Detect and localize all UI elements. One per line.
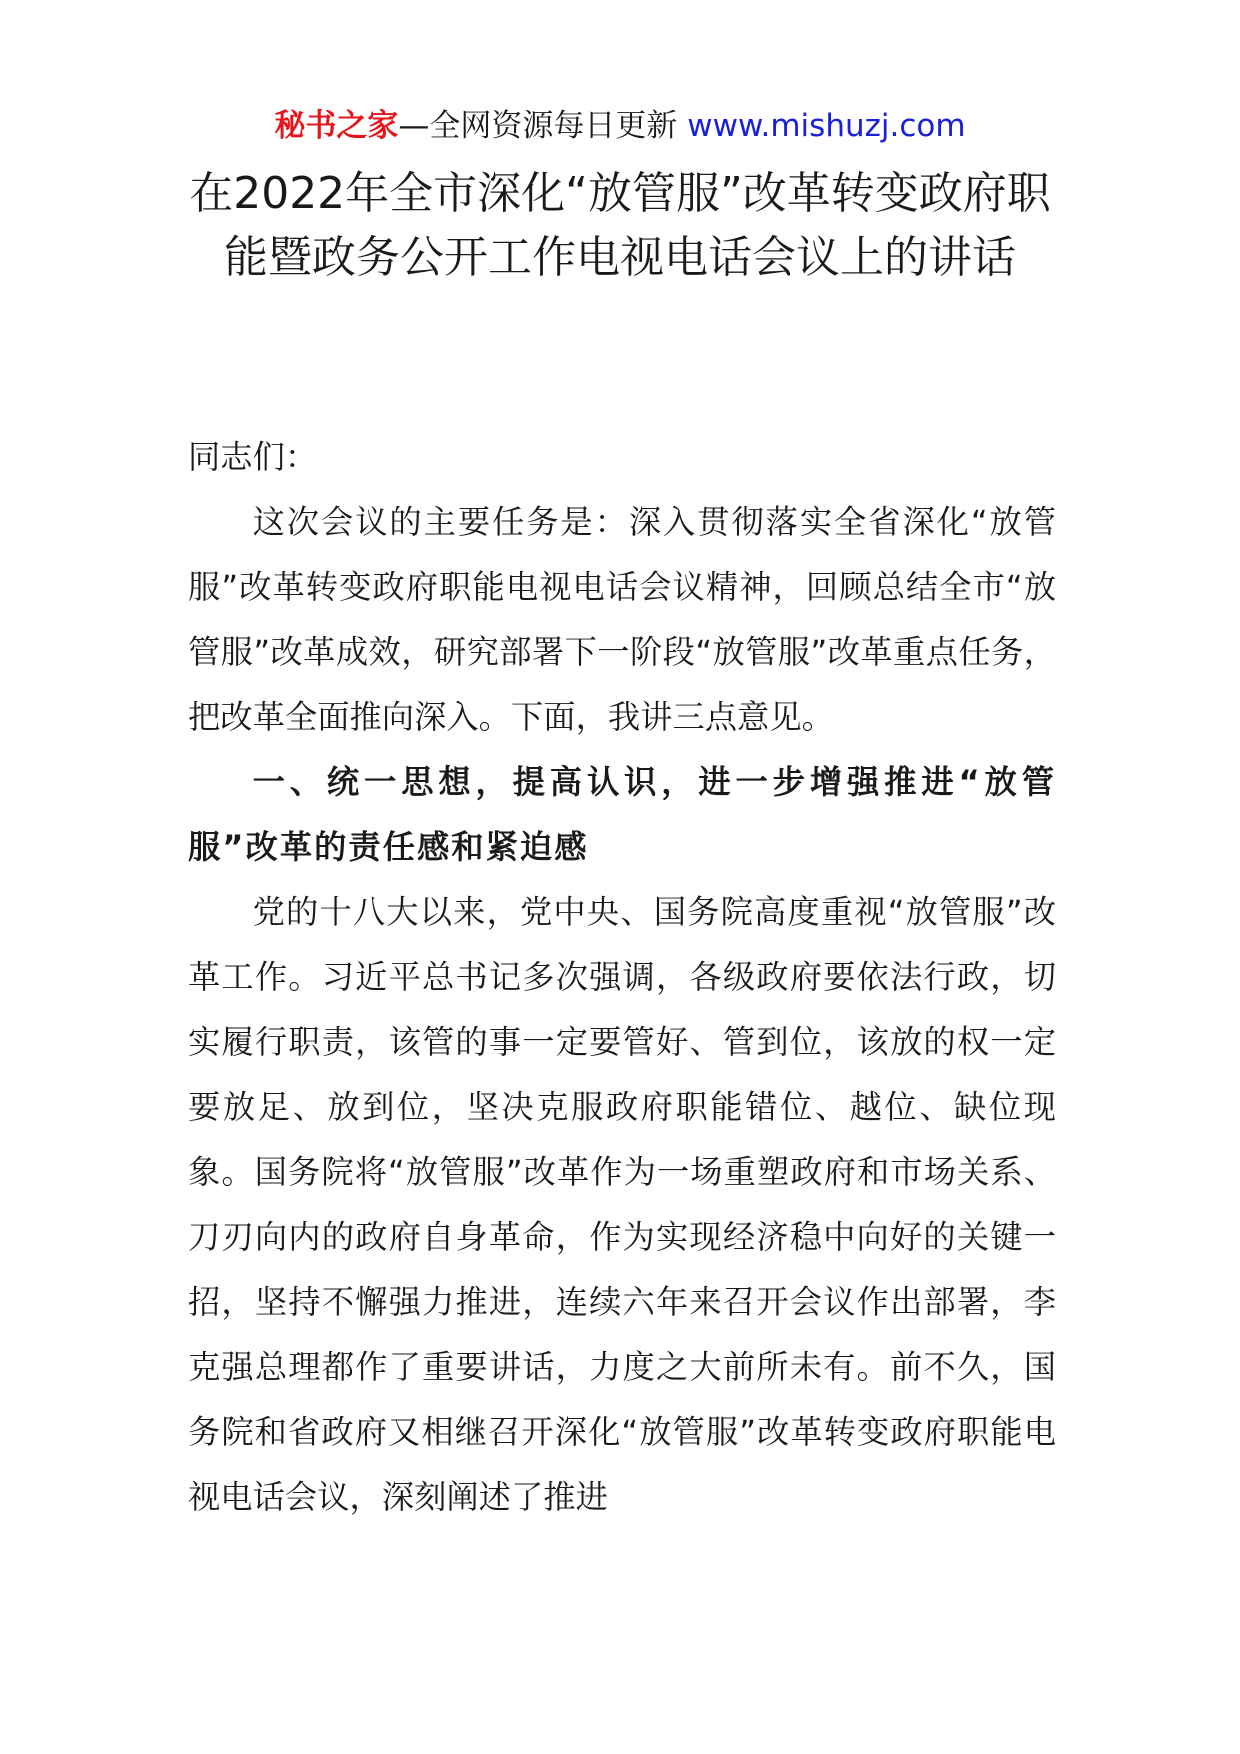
document-title: 在2022年全市深化“放管服”改革转变政府职能暨政务公开工作电视电话会议上的讲话	[189, 168, 1051, 283]
salutation: 同志们：	[188, 438, 318, 476]
section-one-paragraph: 党的十八大以来，党中央、国务院高度重视“放管服”改革工作。习近平总书记多次强调，各级政府要依法行政，切实履行职责，该管的事一定要管好、管到位，该放的权一定要放足、放到位，坚决克服政府职能错位、越位、缺位现象。国务院将“放管服”改革作为一场重塑政府和市场关系、刀刃向内的政府自身革命，作为实现经济稳中向好的关键一招，坚持不懈强力推进，连续六年来召开会议作出部署，李克强总理都作了重要讲话，力度之大前所未有。前不久，国务院和省政府又相继召开深化“放管服”改革转变政府职能电视电话会议，深刻阐述了推进	[188, 893, 1056, 1516]
brand-name: 秘书之家	[274, 108, 399, 144]
document-body	[188, 425, 1056, 1530]
site-url-link[interactable]: www.mishuzj.com	[687, 108, 966, 144]
site-header	[0, 103, 1240, 149]
intro-paragraph: 这次会议的主要任务是：深入贯彻落实全省深化“放管服”改革转变政府职能电视电话会议精神，回顾总结全市“放管服”改革成效，研究部署下一阶段“放管服”改革重点任务，把改革全面推向深入。下面，我讲三点意见。	[188, 503, 1056, 736]
section-heading-one: 一、统一思想，提高认识，进一步增强推进“放管服”改革的责任感和紧迫感	[188, 763, 1056, 866]
header-tagline: —全网资源每日更新	[398, 108, 678, 144]
